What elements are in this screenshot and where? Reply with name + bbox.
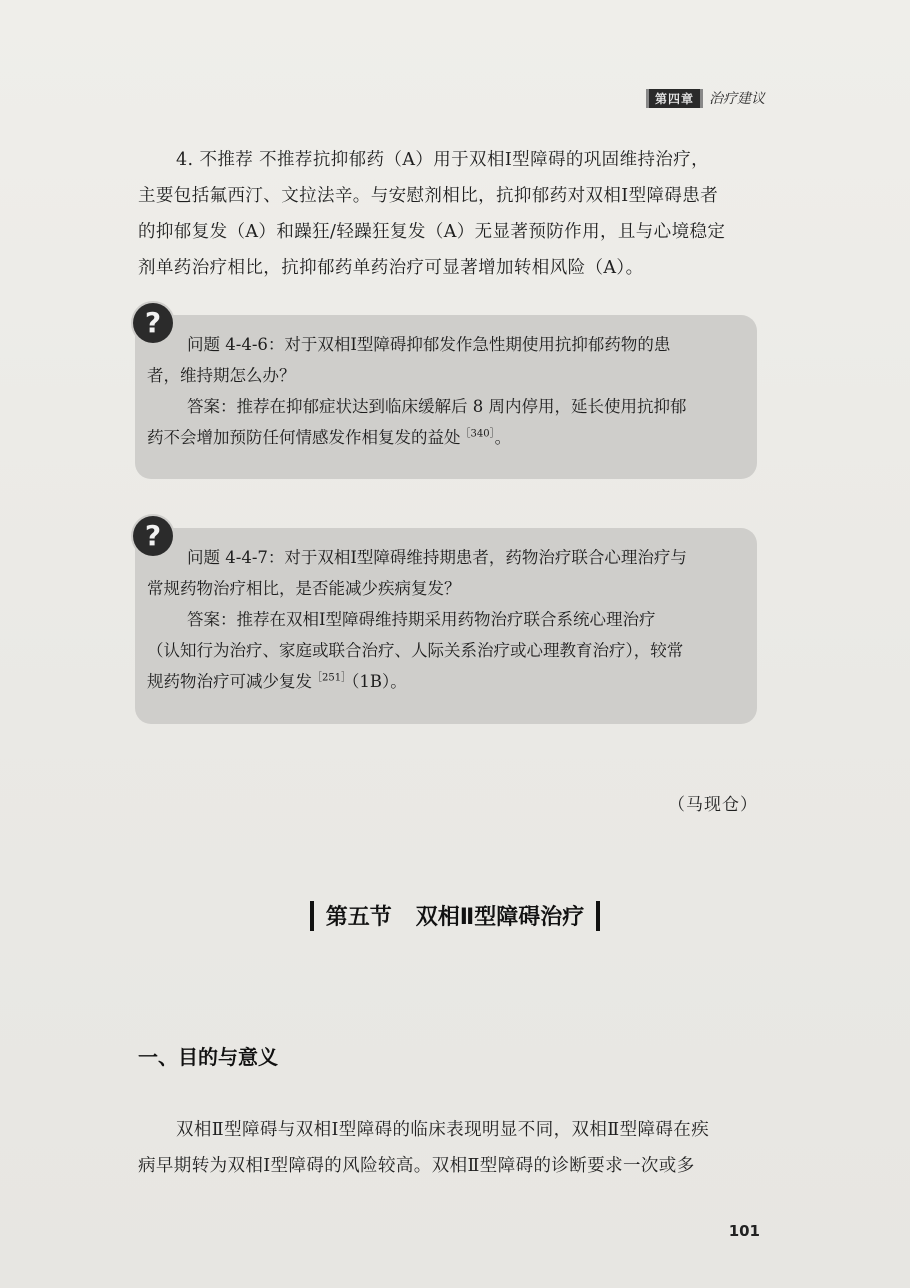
answer-line — [147, 422, 747, 453]
answer-end: （1B）。 — [351, 672, 407, 691]
subheading: 一、目的与意义 — [138, 1045, 278, 1069]
recommendation-paragraph — [138, 142, 758, 286]
answer-text: 药不会增加预防任何情感发作相复发的益处 — [147, 428, 461, 447]
heading-bar-right — [596, 901, 600, 931]
question-line: 常规药物治疗相比，是否能减少疾病复发？ — [147, 579, 461, 598]
paragraph-line: 病早期转为双相Ⅰ型障碍的风险较高。双相Ⅱ型障碍的诊断要求一次或多 — [138, 1156, 695, 1176]
answer-line — [147, 666, 747, 697]
section-heading — [0, 900, 910, 931]
question-line: 问题 4-4-7：对于双相Ⅰ型障碍维持期患者，药物治疗联合心理治疗与 — [187, 548, 687, 567]
section-number: 第五节 — [325, 905, 392, 930]
answer-text: 规药物治疗可减少复发 — [147, 672, 312, 691]
paragraph-line: 剂单药治疗相比，抗抑郁药单药治疗可显著增加转相风险（A）。 — [138, 258, 644, 278]
citation-ref: ［251］ — [312, 672, 352, 684]
answer-end: 。 — [494, 428, 512, 447]
paragraph-line: 双相Ⅱ型障碍与双相Ⅰ型障碍的临床表现明显不同，双相Ⅱ型障碍在疾 — [176, 1120, 710, 1140]
page-number: 101 — [728, 1222, 760, 1240]
question-mark-icon: ? — [133, 303, 173, 343]
author-attribution: （马现仓） — [668, 795, 758, 815]
paragraph-line: 主要包括氟西汀、文拉法辛。与安慰剂相比，抗抑郁药对双相Ⅰ型障碍患者 — [138, 186, 719, 206]
question-line: 问题 4-4-6：对于双相Ⅰ型障碍抑郁发作急性期使用抗抑郁药物的患 — [187, 335, 671, 354]
intro-paragraph — [138, 1112, 758, 1184]
running-header — [646, 88, 765, 108]
section-title: 双相Ⅱ型障碍治疗 — [415, 905, 585, 930]
answer-line: （认知行为治疗、家庭或联合治疗、人际关系治疗或心理教育治疗），较常 — [147, 641, 684, 660]
header-title: 治疗建议 — [709, 91, 765, 107]
answer-line: 答案：推荐在双相Ⅰ型障碍维持期采用药物治疗联合系统心理治疗 — [187, 610, 656, 629]
answer-line: 答案：推荐在抑郁症状达到临床缓解后 8 周内停用，延长使用抗抑郁 — [187, 397, 687, 416]
paragraph-line: 的抑郁复发（A）和躁狂/轻躁狂复发（A）无显著预防作用，且与心境稳定 — [138, 222, 726, 242]
qa-box-4-4-6 — [135, 306, 757, 479]
qa-box-4-4-7 — [135, 519, 757, 724]
citation-ref: ［340］ — [460, 428, 495, 440]
qa-text — [147, 329, 747, 453]
heading-bar-left — [310, 901, 314, 931]
chapter-tag: 第四章 — [646, 89, 703, 108]
qa-text — [147, 542, 747, 697]
question-mark-icon: ? — [133, 516, 173, 556]
question-line: 者，维持期怎么办？ — [147, 366, 296, 385]
paragraph-line: 4. 不推荐 不推荐抗抑郁药（A）用于双相Ⅰ型障碍的巩固维持治疗， — [176, 150, 710, 170]
